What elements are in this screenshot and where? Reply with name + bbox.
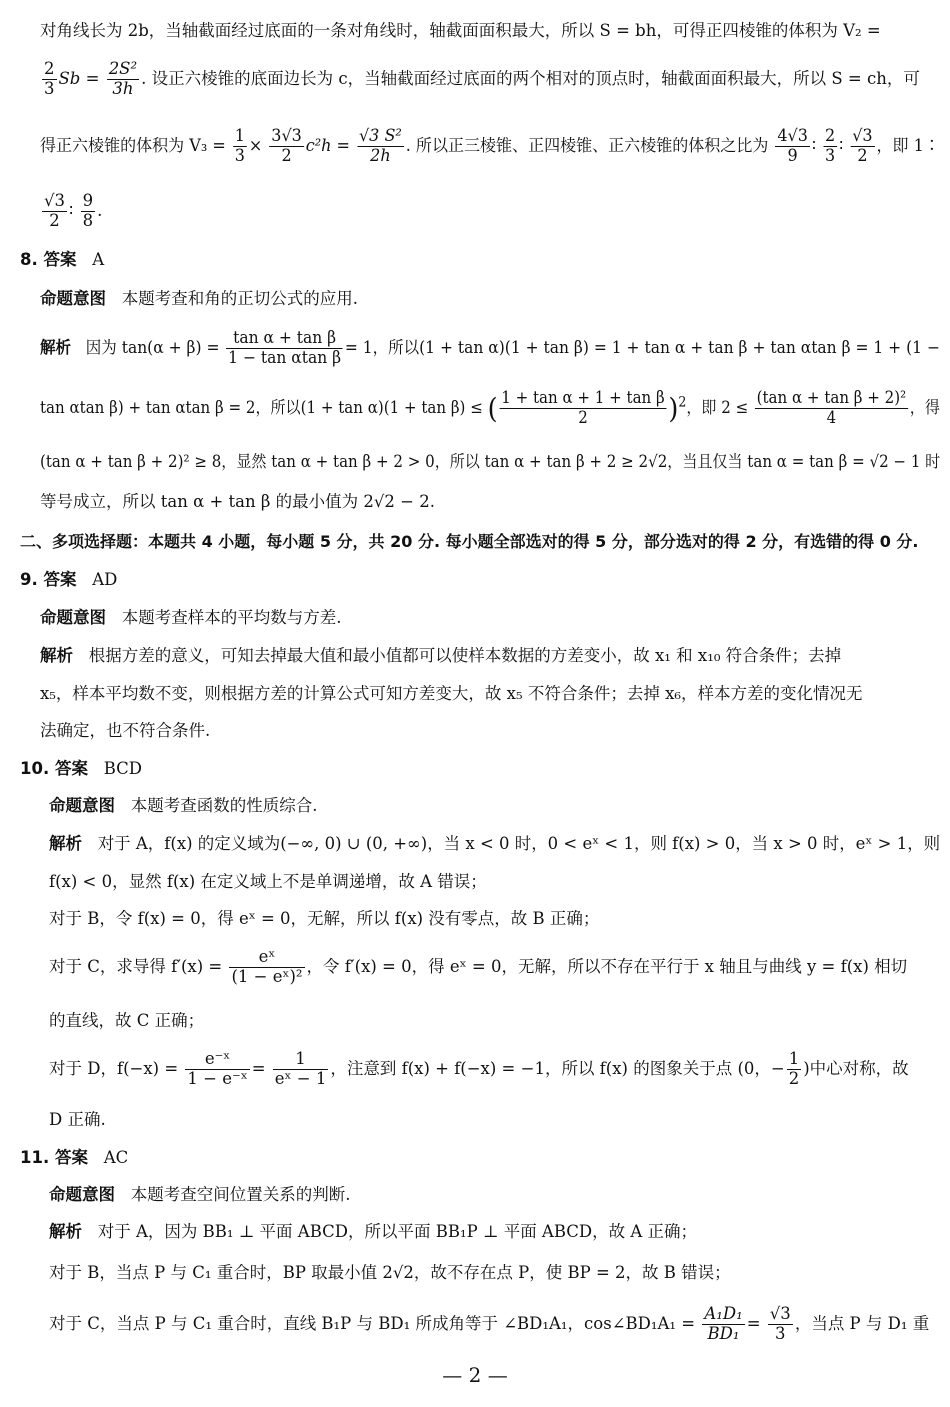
q11-intent-line: 命题意图 本题考查空间位置关系的判断. <box>49 1185 351 1204</box>
fraction: $\frac{√3}{3}$ <box>769 1304 791 1343</box>
fraction: $\frac{\text{eˣ}}{\text{(1 − eˣ)²}}$ <box>231 947 303 986</box>
q11-analysis-line-2: 对于 B，当点 P 与 C₁ 重合时，BP 取最小值 2√2，故不存在点 P，使 BP = 2，故 B 错误； <box>49 1263 731 1282</box>
q10-intent-line: 命题意图 本题考查函数的性质综合. <box>49 796 318 815</box>
fraction: $\frac{9}{8}$ <box>82 191 94 230</box>
q11-analysis-line-1: 解析 对于 A，因为 BB₁ ⊥ 平面 ABCD，所以平面 BB₁P ⊥ 平面 ABCD，故 A 正确； <box>49 1222 698 1241</box>
q8-answer-line: 8. 答案 A <box>20 250 105 269</box>
q10-answer-line: 10. 答案 BCD <box>20 759 143 778</box>
fraction: $\frac{4√3}{9}$ <box>777 126 808 165</box>
q10-analysis-line-4: 对于 C，求导得 f′(x) = $\frac{\text{eˣ}}{\text{(1 − eˣ)²}}$ ，令 f′(x) = 0，得 eˣ = 0，无解，所以不存在平行于 x 轴且与曲线 y = f(x) 相切 <box>49 947 908 986</box>
fraction: $\frac{1}{3}$ <box>234 126 245 165</box>
q9-analysis-line-3: 法确定，也不符合条件. <box>40 721 211 740</box>
q10-analysis-line-2: f(x) < 0，显然 f(x) 在定义域上不是单调递增，故 A 错误； <box>49 872 487 891</box>
fraction: $\frac{\text{tan α + tan β}}{\text{1 − tan αtan β}}$ <box>228 328 342 367</box>
fraction: $\frac{\text{√3 S²}}{2h}$ <box>358 126 402 165</box>
fraction: $\frac{\text{(tan α + tan β + 2)²}}{4}$ <box>756 388 907 427</box>
q8-intent-line: 命题意图 本题考查和角的正切公式的应用. <box>40 289 358 308</box>
q7-line-2: $\frac{2}{3}$ Sb = $\frac{\text{2S²}}{3h}$ . 设正六棱锥的底面边长为 c，当轴截面经过底面的两个相对的顶点时，轴截面面积最大，所以 S = ch，可 <box>44 59 920 98</box>
q10-analysis-line-7: D 正确. <box>49 1110 106 1129</box>
q9-answer-line: 9. 答案 AD <box>20 570 118 589</box>
q7-line-3: 得正六棱锥的体积为 V₃ = $\frac{1}{3}$ × $\frac{3√3}{2}$ c²h = $\frac{\text{√3 S²}}{2h}$ . 所以正三棱锥、正四棱锥、正六棱锥的体积之比为 $\frac{4√3}{9}$ ∶ $\frac{2}{3}$ ∶ $\frac{√3}{2}$ ，即 1∶ <box>40 126 940 165</box>
fraction: $\frac{2}{3}$ <box>44 59 55 98</box>
q10-analysis-line-6: 对于 D，f(−x) = $\frac{\text{e⁻ˣ}}{\text{1 − e⁻ˣ}}$ = $\frac{1}{\text{eˣ − 1}}$ ，注意到 f(x) + f(−x) = −1，所以 f(x) 的图象关于点 (0，− $\frac{1}{2}$ )中心对称，故 <box>49 1049 909 1088</box>
q8-analysis-line-4: 等号成立，所以 tan α + tan β 的最小值为 2√2 − 2. <box>40 492 435 511</box>
fraction: $\frac{√3}{2}$ <box>852 126 873 165</box>
fraction: $\frac{3√3}{2}$ <box>271 126 302 165</box>
fraction: $\frac{\text{1 + tan α + 1 + tan β}}{2}$ <box>501 388 665 427</box>
fraction: $\frac{\text{2S²}}{3h}$ <box>108 59 138 98</box>
q9-intent-line: 命题意图 本题考查样本的平均数与方差. <box>40 608 342 627</box>
q8-analysis-line-1: 解析 因为 tan(α + β) = $\frac{\text{tan α + tan β}}{\text{1 − tan αtan β}}$ = 1，所以(1 + tan α)(1 + tan β) = 1 + tan α + tan β + tan αtan β = 1 + (1 − <box>40 328 940 367</box>
q10-analysis-line-1: 解析 对于 A，f(x) 的定义域为(−∞, 0) ∪ (0, +∞)，当 x < 0 时，0 < eˣ < 1，则 f(x) > 0，当 x > 0 时，eˣ > 1，则 <box>49 834 941 853</box>
section-heading: 二、多项选择题：本题共 4 小题，每小题 5 分，共 20 分. 每小题全部选对的得 5 分，部分选对的得 2 分，有选错的得 0 分. <box>20 532 919 551</box>
fraction: $\frac{1}{2}$ <box>788 1049 800 1088</box>
q8-analysis-line-2: tan αtan β) + tan αtan β = 2，所以(1 + tan α)(1 + tan β) ≤ ( $\frac{\text{1 + tan α + 1 + tan β}}{2}$ )$^2$，即 2 ≤ $\frac{\text{(tan α + tan β + 2)²}}{4}$ ，得 <box>40 388 940 427</box>
q11-analysis-line-3: 对于 C，当点 P 与 C₁ 重合时，直线 B₁P 与 BD₁ 所成角等于 ∠BD₁A₁，cos∠BD₁A₁ = $\frac{\text{A₁D₁}}{\text{BD₁}}$ = $\frac{√3}{3}$ ，当点 P 与 D₁ 重 <box>49 1304 930 1343</box>
page-number: — 2 — <box>442 1363 508 1387</box>
q9-analysis-line-2: x₅，样本平均数不变，则根据方差的计算公式可知方差变大，故 x₅ 不符合条件；去掉 x₆，样本方差的变化情况无 <box>40 684 863 703</box>
fraction: $\frac{\text{e⁻ˣ}}{\text{1 − e⁻ˣ}}$ <box>187 1049 248 1088</box>
fraction: $\frac{2}{3}$ <box>824 126 836 165</box>
q9-analysis-line-1: 解析 根据方差的意义，可知去掉最大值和最小值都可以使样本数据的方差变小，故 x₁ 和 x₁₀ 符合条件；去掉 <box>40 646 842 665</box>
fraction: $\frac{1}{\text{eˣ − 1}}$ <box>274 1049 327 1088</box>
q10-analysis-line-3: 对于 B，令 f(x) = 0，得 eˣ = 0，无解，所以 f(x) 没有零点，故 B 正确； <box>49 909 600 928</box>
q11-answer-line: 11. 答案 AC <box>20 1148 129 1167</box>
q7-line-1: 对角线长为 2b，当轴截面经过底面的一条对角线时，轴截面面积最大，所以 S = bh，可得正四棱锥的体积为 V₂ = <box>40 21 881 40</box>
fraction: $\frac{√3}{2}$ <box>44 191 66 230</box>
q10-analysis-line-5: 的直线，故 C 正确； <box>49 1011 205 1030</box>
q8-analysis-line-3: (tan α + tan β + 2)² ≥ 8，显然 tan α + tan β + 2 > 0，所以 tan α + tan β + 2 ≥ 2√2，当且仅当 tan α = tan β = √2 − 1 时 <box>40 452 941 471</box>
q7-line-4: $\frac{√3}{2}$ ∶ $\frac{9}{8}$ . <box>44 191 103 230</box>
fraction: $\frac{\text{A₁D₁}}{\text{BD₁}}$ <box>704 1304 743 1343</box>
